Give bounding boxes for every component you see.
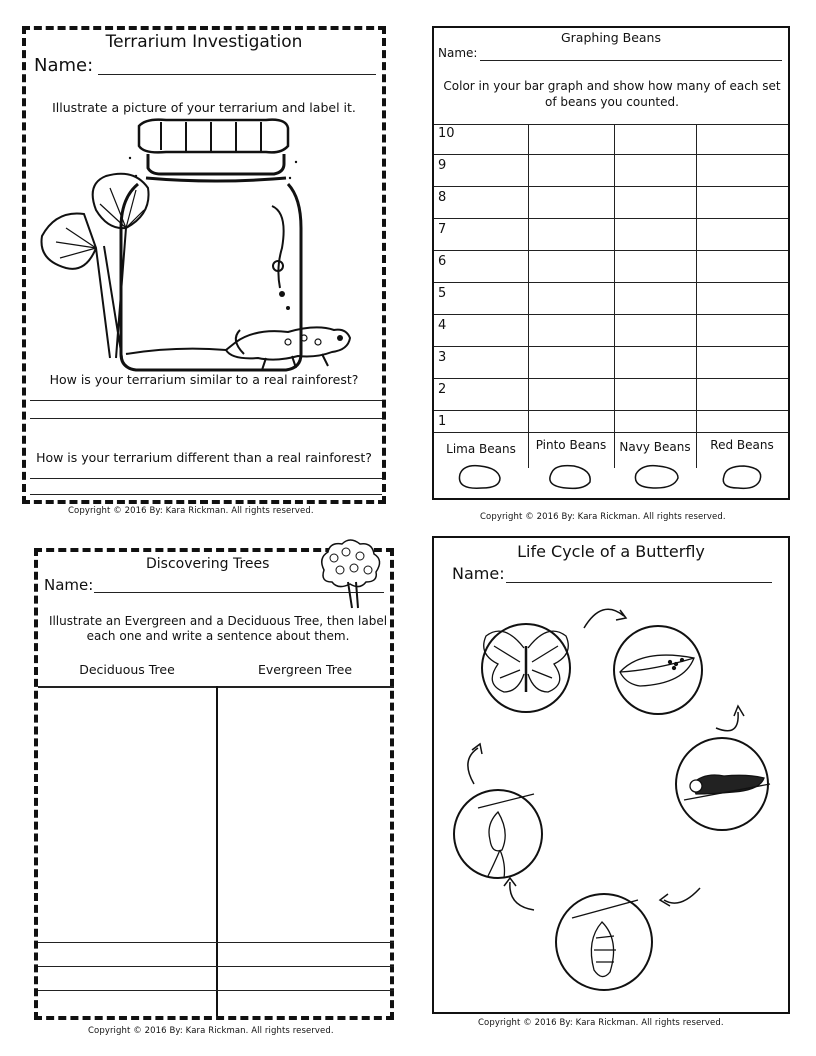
row-label-2: 2 <box>438 382 447 397</box>
row-label-6: 6 <box>438 254 447 269</box>
row-label-7: 7 <box>438 222 447 237</box>
evergreen-tree-heading: Evergreen Tree <box>257 662 353 677</box>
copyright-text: Copyright © 2016 By: Kara Rickman. All rights reserved. <box>68 506 314 516</box>
terrarium-instruction: Illustrate a picture of your terrarium and label it. <box>52 100 356 115</box>
column-pinto-beans: Pinto Beans <box>535 438 607 452</box>
bean-icon <box>550 466 590 489</box>
beans-name-label: Name: <box>438 46 478 60</box>
row-label-1: 1 <box>438 414 447 429</box>
answer-line[interactable] <box>30 494 382 495</box>
beans-panel <box>432 26 790 500</box>
answer-line[interactable] <box>30 400 382 401</box>
bean-icon <box>459 466 500 489</box>
terrarium-name-label: Name: <box>34 55 94 76</box>
life-cycle-diagram <box>434 588 792 1008</box>
copyright-text: Copyright © 2016 By: Kara Rickman. All rights reserved. <box>88 1026 334 1036</box>
copyright-text: Copyright © 2016 By: Kara Rickman. All rights reserved. <box>480 512 726 522</box>
butterfly-name-label: Name: <box>452 564 505 583</box>
writing-line[interactable] <box>38 966 394 967</box>
butterfly-title: Life Cycle of a Butterfly <box>517 542 705 561</box>
terrarium-jar-illustration <box>26 118 386 388</box>
bean-icon <box>723 466 760 488</box>
bean-icon <box>635 466 678 488</box>
terrarium-name-line[interactable] <box>98 74 376 75</box>
bar-graph-grid <box>434 124 788 468</box>
terrarium-title: Terrarium Investigation <box>105 32 303 52</box>
deciduous-tree-heading: Deciduous Tree <box>79 662 175 677</box>
row-label-3: 3 <box>438 350 447 365</box>
chrysalis-stage <box>556 894 652 990</box>
row-label-9: 9 <box>438 158 447 173</box>
beans-title: Graphing Beans <box>560 30 661 45</box>
butterfly-panel <box>432 536 790 1014</box>
writing-line[interactable] <box>38 990 394 991</box>
terrarium-question-similar: How is your terrarium similar to a real rainforest? <box>49 372 359 387</box>
terrarium-panel <box>22 26 386 504</box>
row-label-5: 5 <box>438 286 447 301</box>
egg-stage <box>614 626 702 714</box>
copyright-text: Copyright © 2016 By: Kara Rickman. All rights reserved. <box>478 1018 724 1028</box>
terrarium-question-different: How is your terrarium different than a real rainforest? <box>36 450 372 465</box>
trees-name-label: Name: <box>44 576 94 594</box>
row-label-10: 10 <box>438 126 455 141</box>
column-red-beans: Red Beans <box>710 438 774 452</box>
beans-instruction: Color in your bar graph and show how many of each set of beans you counted. <box>443 79 781 109</box>
trees-panel <box>34 548 394 1020</box>
row-label-8: 8 <box>438 190 447 205</box>
trees-instruction: Illustrate an Evergreen and a Deciduous Tree, then label each one and write a sentence about them. <box>48 614 388 643</box>
column-navy-beans: Navy Beans <box>619 440 691 454</box>
trees-title: Discovering Trees <box>146 556 270 572</box>
column-lima-beans: Lima Beans <box>446 442 516 456</box>
answer-line[interactable] <box>30 478 382 479</box>
row-label-4: 4 <box>438 318 447 333</box>
bean-icons <box>434 460 788 500</box>
tree-icon <box>314 540 384 610</box>
beans-name-line[interactable] <box>480 60 782 61</box>
butterfly-name-line[interactable] <box>506 582 772 583</box>
answer-line[interactable] <box>30 418 382 419</box>
writing-line[interactable] <box>38 942 394 943</box>
